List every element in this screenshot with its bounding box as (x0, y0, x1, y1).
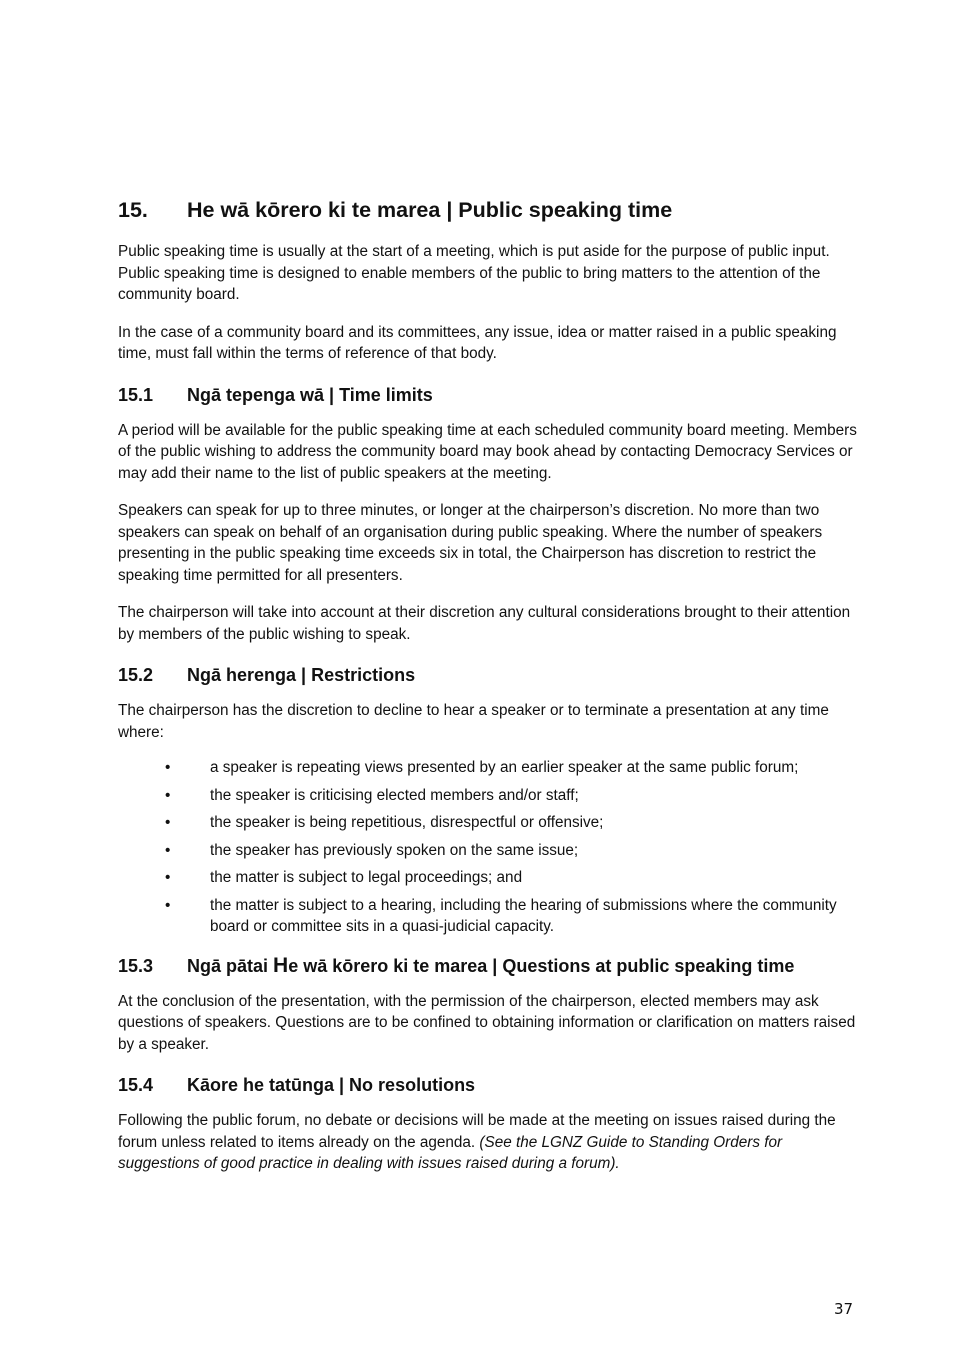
bullet-marker: • (165, 869, 171, 886)
list-item-text: the speaker is being repetitious, disrespectful or offensive; (210, 814, 604, 831)
section-15-1-heading (118, 381, 858, 409)
restrictions-list (118, 757, 858, 938)
list-item (118, 840, 858, 862)
section-15-4-paragraph (118, 1110, 858, 1175)
section-15-4-paragraph-plain: Following the public forum, no debate or decisions will be made at the meeting on issues raised during the forum unless related to items already on the agenda. (118, 1112, 836, 1151)
document-page (118, 196, 858, 1191)
section-15-number: 15. (118, 198, 148, 222)
section-15-2-title: Ngā herenga | Restrictions (187, 665, 416, 685)
section-15-4-number: 15.4 (118, 1075, 154, 1095)
section-15-3-title-part-a: Ngā pātai (187, 955, 274, 976)
bullet-marker: • (165, 841, 171, 859)
section-15-4-heading (118, 1071, 858, 1099)
bullet-marker: • (165, 786, 171, 804)
bullet-marker: • (165, 814, 171, 831)
section-15-2-heading (118, 661, 858, 689)
list-item-text: the matter is subject to a hearing, including the hearing of submissions where the community board or committee sits in a quasi-judicial capacity. (210, 896, 837, 935)
list-item-text: the matter is subject to legal proceedings; and (210, 869, 523, 886)
page-number: 37 (834, 1300, 854, 1318)
section-15-3-number: 15.3 (118, 955, 154, 976)
section-15-1-paragraph-3: The chairperson will take into account at their discretion any cultural considerations brought to their attention by members of the public wishing to speak. (118, 604, 851, 643)
bullet-marker: • (165, 896, 171, 914)
list-item (118, 812, 858, 834)
section-15-4-title: Kāore he tatūnga | No resolutions (187, 1075, 476, 1095)
section-15-1-number: 15.1 (118, 384, 154, 405)
list-item-text: a speaker is repeating views presented by an earlier speaker at the same public forum; (210, 759, 799, 776)
section-15-1-paragraph-1: A period will be available for the public speaking time at each scheduled community board meeting. Members of the public wishing to address the community board may book ahead by contacting Democracy Services or may add their name to the list of public speakers at the meeting. (118, 421, 857, 482)
list-item-text: the speaker is criticising elected members and/or staff; (210, 786, 579, 804)
section-15-1-title: Ngā tepenga wā | Time limits (187, 384, 433, 405)
section-15-3-title-part-b: H (273, 953, 289, 977)
list-item (118, 785, 858, 807)
list-item-text: the speaker has previously spoken on the same issue; (210, 841, 579, 859)
section-15-1-paragraph-2: Speakers can speak for up to three minutes, or longer at the chairperson’s discretion. No more than two speakers can speak on behalf of an organisation during public speaking. Where the number of speakers presenting in the public speaking time exceeds six in total, the Chairperson has discretion to restrict the speaking time permitted for all presenters. (118, 502, 823, 584)
section-15-3-heading (118, 952, 858, 980)
section-15-title: He wā kōrero ki te marea | Public speaking time (187, 198, 673, 222)
bullet-marker: • (165, 759, 171, 776)
section-15-heading (118, 196, 858, 224)
section-15-3-title (187, 952, 794, 980)
section-15-3-paragraph: At the conclusion of the presentation, with the permission of the chairperson, elected members may ask questions of speakers. Questions are to be confined to obtaining information or clarification on matters raised by a speaker. (118, 992, 856, 1053)
list-item (118, 895, 858, 938)
section-15-paragraph-1: Public speaking time is usually at the start of a meeting, which is put aside for the purpose of public input. Public speaking time is designed to enable members of the public to bring matters to the attention of the community board. (118, 243, 830, 303)
list-item (118, 867, 858, 889)
section-15-2-number: 15.2 (118, 665, 154, 685)
section-15-3-title-part-c: e wā kōrero ki te marea | Questions at public speaking time (288, 955, 795, 976)
section-15-2-intro: The chairperson has the discretion to decline to hear a speaker or to terminate a presentation at any time where: (118, 702, 829, 741)
list-item (118, 757, 858, 779)
section-15-paragraph-2: In the case of a community board and its committees, any issue, idea or matter raised in a public speaking time, must fall within the terms of reference of that body. (118, 323, 837, 362)
section-15-4-paragraph-italic: (See the LGNZ Guide to Standing Orders for suggestions of good practice in dealing with issues raised during a forum). (118, 1133, 783, 1172)
